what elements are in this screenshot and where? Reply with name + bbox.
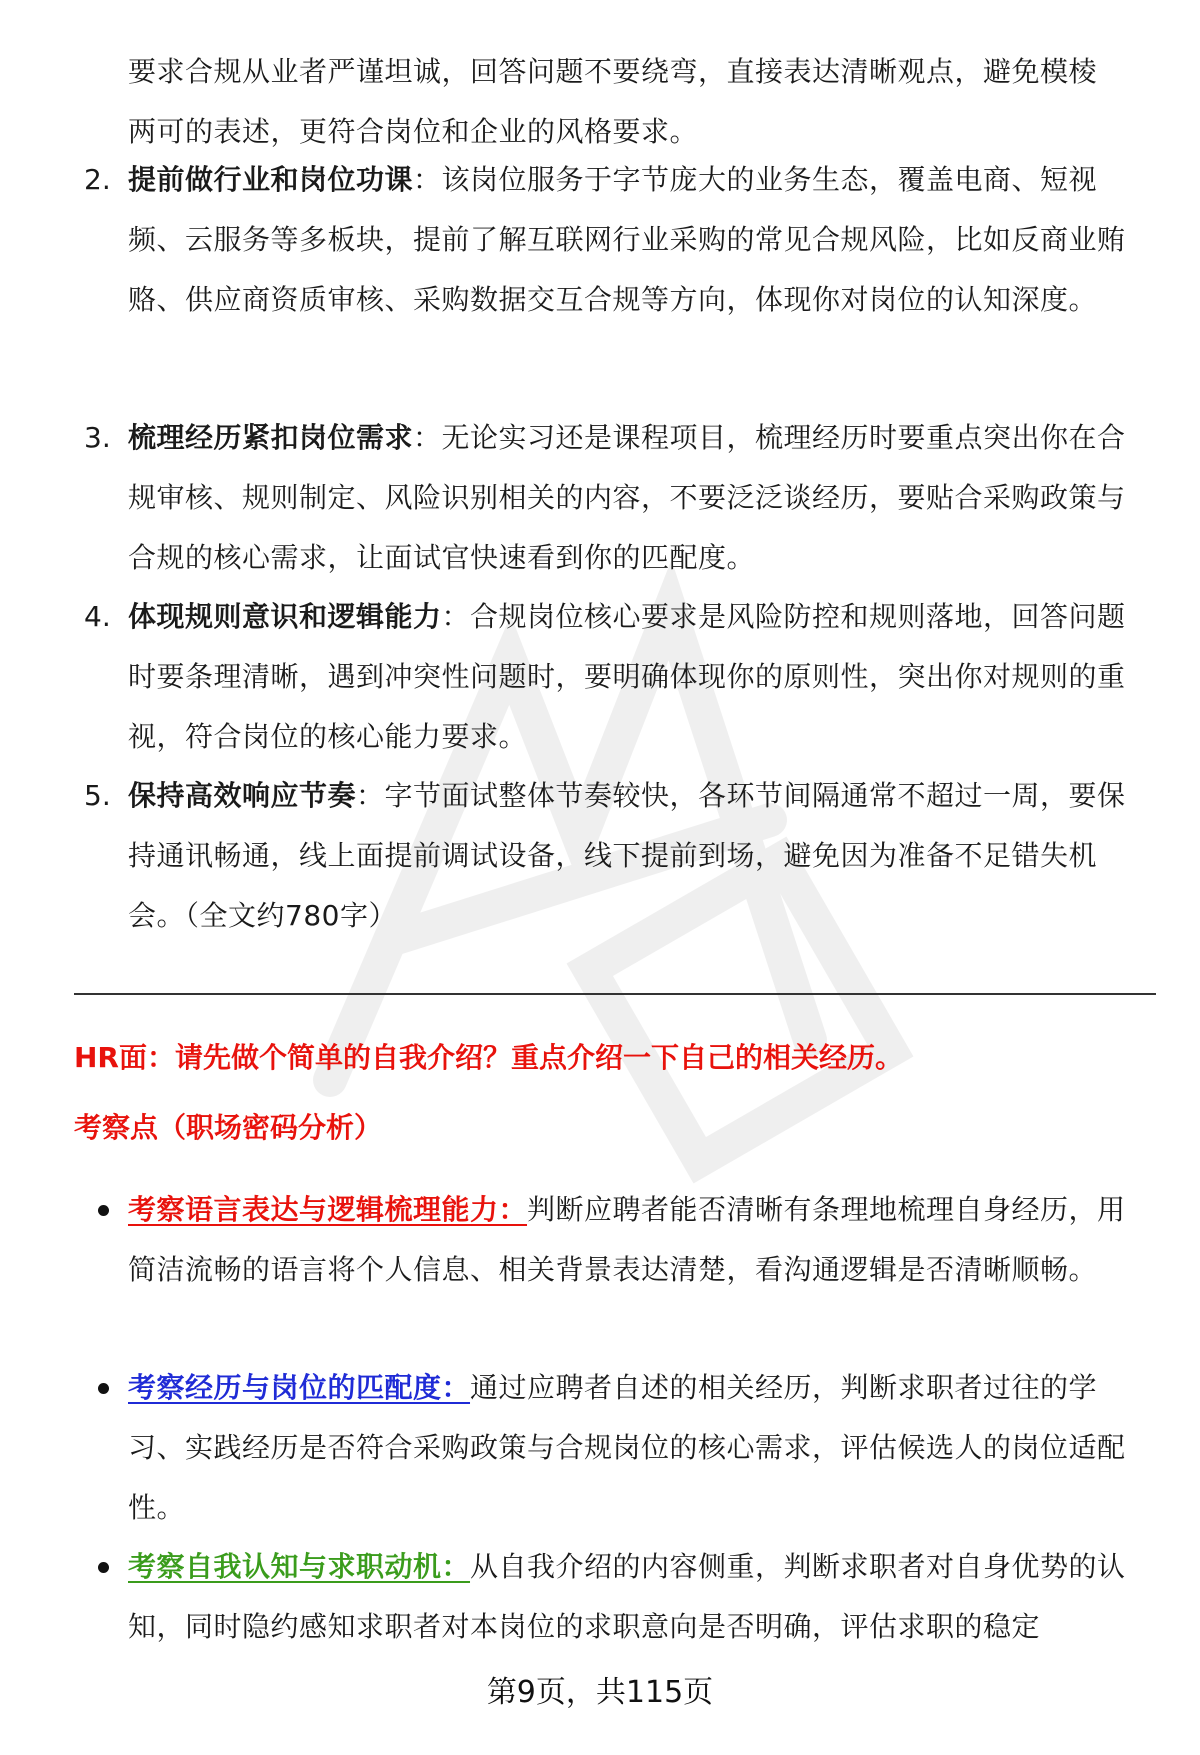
- tip-title: 保持高效响应节奏: [128, 779, 357, 812]
- tip-body: ：字节面试整体节奏较快，各环节间隔通常不超过一周，要保持通讯畅通，线上面提前调试设备，线下提前到场，避免因为准备不足错失机会。（全文约780字）: [128, 779, 1126, 932]
- page-number-footer: 第9页，共115页: [486, 1675, 714, 1710]
- intro-line-1: 要求合规从业者严谨坦诚，回答问题不要绕弯，直接表达清晰观点，避免模棱: [128, 55, 1098, 88]
- tip-body: ：合规岗位核心要求是风险防控和规则落地，回答问题时要条理清晰，遇到冲突性问题时，要明确体现你的原则性，突出你对规则的重视，符合岗位的核心能力要求。: [128, 600, 1126, 753]
- tip-number: 4.: [84, 600, 111, 633]
- bullet-dot-icon: [98, 1205, 109, 1216]
- tip-title: 提前做行业和岗位功课: [128, 163, 414, 196]
- analysis-heading: 考察点（职场密码分析）: [74, 1111, 383, 1144]
- tip-number: 5.: [84, 779, 111, 812]
- tip-title: 梳理经历紧扣岗位需求: [128, 421, 414, 454]
- analysis-body: 从自我介绍的内容侧重，判断求职者对自身优势的认知，同时隐约感知求职者对本岗位的求职意向是否明确，评估求职的稳定: [128, 1550, 1126, 1643]
- analysis-keyword: 考察语言表达与逻辑梳理能力：: [128, 1193, 528, 1226]
- tip-number: 3.: [84, 421, 111, 454]
- intro-paragraph: [128, 42, 1148, 162]
- analysis-body: 判断应聘者能否清晰有条理地梳理自身经历，用简洁流畅的语言将个人信息、相关背景表达清楚，看沟通逻辑是否清晰顺畅。: [128, 1193, 1126, 1286]
- section-divider: [74, 993, 1156, 995]
- hr-question-heading: HR面：请先做个简单的自我介绍？重点介绍一下自己的相关经历。: [74, 1041, 903, 1074]
- bullet-dot-icon: [98, 1562, 109, 1573]
- analysis-body: 通过应聘者自述的相关经历，判断求职者过往的学习、实践经历是否符合采购政策与合规岗位的核心需求，评估候选人的岗位适配性。: [128, 1371, 1126, 1524]
- tip-title: 体现规则意识和逻辑能力: [128, 600, 442, 633]
- tip-body: ：该岗位服务于字节庞大的业务生态，覆盖电商、短视频、云服务等多板块，提前了解互联网行业采购的常见合规风险，比如反商业贿赂、供应商资质审核、采购数据交互合规等方向，体现你对岗位的认知深度。: [128, 163, 1126, 316]
- intro-line-2: 两可的表述，更符合岗位和企业的风格要求。: [128, 115, 699, 148]
- analysis-keyword: 考察经历与岗位的匹配度：: [128, 1371, 471, 1404]
- tip-body: ：无论实习还是课程项目，梳理经历时要重点突出你在合规审核、规则制定、风险识别相关的内容，不要泛泛谈经历，要贴合采购政策与合规的核心需求，让面试官快速看到你的匹配度。: [128, 421, 1126, 574]
- bullet-dot-icon: [98, 1383, 109, 1394]
- tip-number: 2.: [84, 163, 111, 196]
- analysis-keyword: 考察自我认知与求职动机：: [128, 1550, 471, 1583]
